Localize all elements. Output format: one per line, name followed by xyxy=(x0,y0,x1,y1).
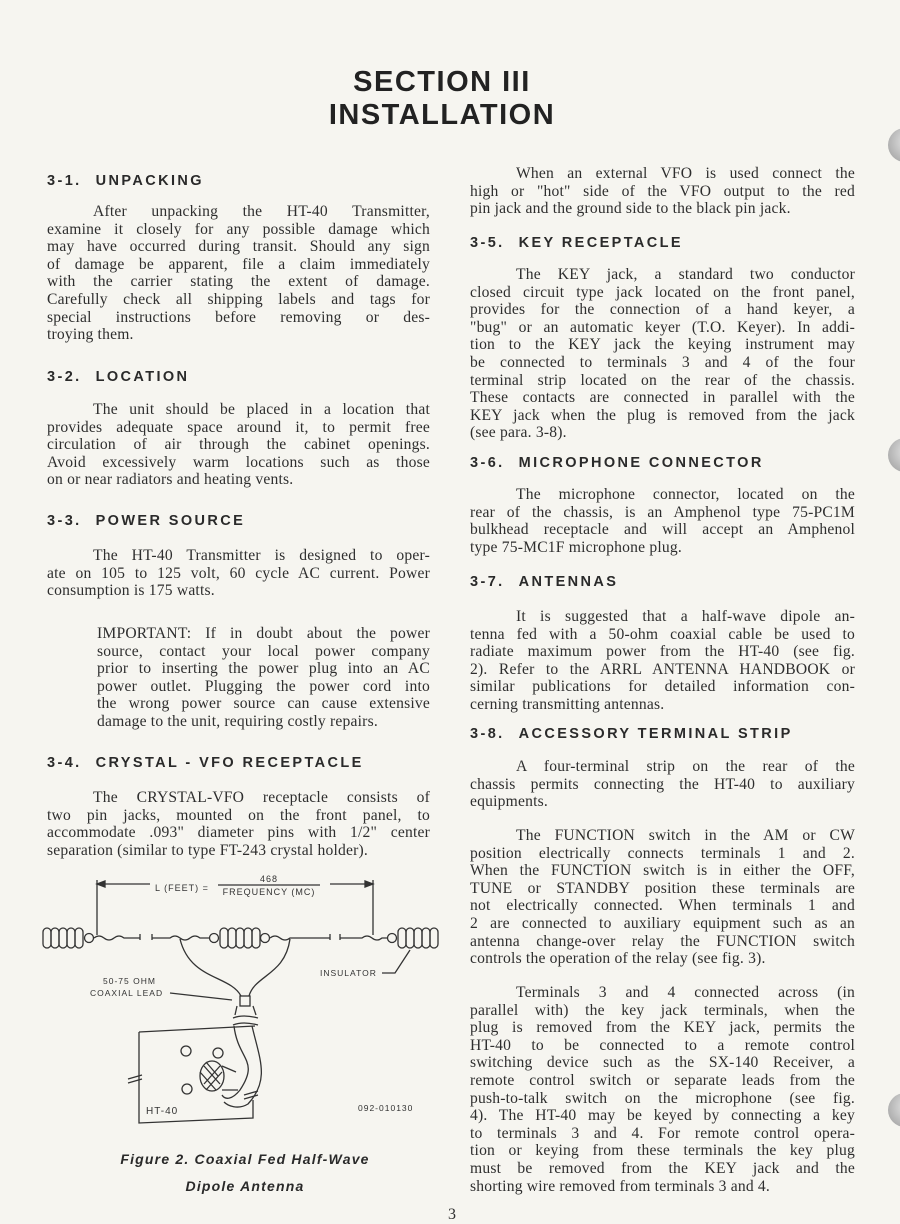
text-line: tion or keying from these terminals the key plug xyxy=(470,1142,855,1160)
insulator-center xyxy=(210,928,270,948)
insulator-left xyxy=(43,928,94,948)
text-line: prior to inserting the power plug into an AC xyxy=(97,660,430,678)
text-line: rear of the chassis, is an Amphenol type 75-PC1M xyxy=(470,503,855,521)
text-line: with the carrier stating the extent of damage. xyxy=(47,273,430,291)
text-line: separation (similar to type FT-243 crystal holder). xyxy=(47,841,368,859)
text-line: radiate maximum power from the HT-40 (see fig. xyxy=(470,643,855,661)
text-line: HT-40 to be connected to a remote control xyxy=(470,1036,855,1054)
length-label: L (FEET) = xyxy=(155,883,209,893)
text-line: The unit should be placed in a location that xyxy=(93,401,430,418)
text-line: parallel with) the key jack terminals, when the xyxy=(470,1001,855,1019)
text-line: plug is removed from the KEY jack, permits the xyxy=(470,1019,855,1037)
section-number: 3-1. xyxy=(47,173,82,189)
text-line: accommodate .093" diameter pins with 1/2" center xyxy=(47,824,430,842)
panel-label: HT-40 xyxy=(146,1106,179,1117)
text-line: examine it closely for any possible damage which xyxy=(47,220,430,238)
text-line: chassis permits connecting the HT-40 to auxiliary xyxy=(470,775,855,793)
section-title: POWER SOURCE xyxy=(95,513,246,529)
section-number: 3-5. xyxy=(470,235,505,251)
section-number: 3-6. xyxy=(470,455,505,471)
text-line: It is suggested that a half-wave dipole an- xyxy=(516,608,855,625)
text-line: KEY jack when the plug is removed from the jack xyxy=(470,406,855,424)
insulator-label: INSULATOR xyxy=(320,968,377,978)
section-title: ANTENNAS xyxy=(518,574,619,590)
text-line: terminal strip located on the rear of the chassis. xyxy=(470,371,855,389)
coax-label-lead: COAXIAL LEAD xyxy=(90,988,164,998)
page-title: INSTALLATION xyxy=(328,99,556,131)
text-line: power outlet. Plugging the power cord into xyxy=(97,677,430,695)
text-line: tenna fed with a 50-ohm coaxial cable be used to xyxy=(470,625,855,643)
text-line: Terminals 3 and 4 connected across (in xyxy=(516,984,855,1001)
text-line: be connected to terminals 3 and 4 of the four xyxy=(470,353,855,371)
text-line: equipments. xyxy=(470,793,548,811)
text-line: troying them. xyxy=(47,326,134,344)
text-line: position electrically connects terminals 1 and 2. xyxy=(470,844,855,862)
figure-caption-line-2: Dipole Antenna xyxy=(185,1178,305,1194)
text-line: When the FUNCTION switch is in either the OFF, xyxy=(470,862,855,880)
text-line: on or near radiators and heating vents. xyxy=(47,471,294,489)
text-line: source, contact your local power company xyxy=(97,642,430,660)
text-line: not electrically connected. When terminals 1 and xyxy=(470,897,855,915)
text-line: (see para. 3-8). xyxy=(470,424,567,442)
text-line: must be removed from the KEY jack and the xyxy=(470,1159,855,1177)
text-line: type 75-MC1F microphone plug. xyxy=(470,538,682,556)
text-line: consumption is 175 watts. xyxy=(47,582,215,600)
section-number: 3-2. xyxy=(47,369,82,385)
numerator-label: 468 xyxy=(259,874,279,884)
text-line: 2). Refer to the ARRL ANTENNA HANDBOOK or xyxy=(470,660,855,678)
text-line: push-to-talk switch on the microphone (see fig. xyxy=(470,1089,855,1107)
section-number: 3-4. xyxy=(47,755,82,771)
text-line: IMPORTANT: If in doubt about the power xyxy=(97,625,430,642)
text-line: These contacts are connected in parallel with the xyxy=(470,389,855,407)
text-line: high or "hot" side of the VFO output to the red xyxy=(470,182,855,200)
figure-caption-line-1: Figure 2. Coaxial Fed Half-Wave xyxy=(120,1151,370,1167)
text-line: After unpacking the HT-40 Transmitter, xyxy=(93,203,430,220)
section-title: LOCATION xyxy=(95,369,190,385)
text-line: controls the operation of the relay (see fig. 3). xyxy=(470,950,766,968)
text-line: When an external VFO is used connect the xyxy=(516,165,855,182)
coax-label-ohm: 50-75 OHM xyxy=(103,976,156,986)
text-line: switching device such as the SX-140 Receiver, a xyxy=(470,1054,855,1072)
text-line: shorting wire removed from terminals 3 and 4. xyxy=(470,1177,771,1195)
text-line: the wrong power source can cause extensive xyxy=(97,695,430,713)
text-line: A four-terminal strip on the rear of the xyxy=(516,758,855,775)
text-line: bulkhead receptacle and will accept an Amphenol xyxy=(470,521,855,539)
text-line: special instructions before removing or des- xyxy=(47,308,430,326)
text-line: The KEY jack, a standard two conductor xyxy=(516,266,855,283)
text-line: "bug" or an automatic keyer (T.O. Keyer). In addi- xyxy=(470,318,855,336)
text-line: remote control switch or separate leads from the xyxy=(470,1071,855,1089)
text-line: may have occurred during transit. Should any sign xyxy=(47,238,430,256)
text-line: cerning transmitting antennas. xyxy=(470,695,665,713)
text-line: Carefully check all shipping labels and tags for xyxy=(47,290,430,308)
text-line: The CRYSTAL-VFO receptacle consists of xyxy=(93,789,430,806)
section-label: SECTION III xyxy=(353,66,531,98)
section-number: 3-8. xyxy=(470,726,505,742)
section-number: 3-7. xyxy=(470,574,505,590)
antenna-wire xyxy=(94,934,387,996)
text-line: TUNE or STANDBY position these terminals are xyxy=(470,879,855,897)
insulator-right xyxy=(388,928,439,948)
text-line: two pin jacks, mounted on the front panel, to xyxy=(47,806,430,824)
section-title: UNPACKING xyxy=(95,173,204,189)
text-line: ate on 105 to 125 volt, 60 cycle AC current. Power xyxy=(47,564,430,582)
section-number: 3-3. xyxy=(47,513,82,529)
denominator-label: FREQUENCY (MC) xyxy=(222,887,316,897)
text-line: damage to the unit, requiring costly repairs. xyxy=(97,712,378,730)
text-line: antenna change-over relay the FUNCTION switch xyxy=(470,932,855,950)
drawing-number: 092-010130 xyxy=(358,1103,414,1113)
insulator-pointer xyxy=(382,950,410,973)
text-line: similar publications for detailed information con- xyxy=(470,678,855,696)
text-line: closed circuit type jack located on the front panel, xyxy=(470,283,855,301)
coax-pointer xyxy=(170,993,232,1000)
text-line: 4). The HT-40 may be keyed by connecting a key xyxy=(470,1107,855,1125)
section-title: ACCESSORY TERMINAL STRIP xyxy=(518,726,793,742)
text-line: circulation of air through the cabinet openings. xyxy=(47,436,430,454)
text-line: The FUNCTION switch in the AM or CW xyxy=(516,827,855,844)
text-line: to terminals 3 and 4. For remote control opera- xyxy=(470,1124,855,1142)
text-line: 2 are connected to auxiliary equipment such as an xyxy=(470,914,855,932)
section-title: KEY RECEPTACLE xyxy=(518,235,683,251)
text-line: The HT-40 Transmitter is designed to oper- xyxy=(93,547,430,564)
text-line: of damage be apparent, file a claim immediately xyxy=(47,255,430,273)
text-line: pin jack and the ground side to the black pin jack. xyxy=(470,200,791,218)
text-line: Avoid excessively warm locations such as those xyxy=(47,453,430,471)
text-line: tion to the KEY jack the keying instrument may xyxy=(470,336,855,354)
text-line: provides adequate space around it, to permit free xyxy=(47,418,430,436)
text-line: The microphone connector, located on the xyxy=(516,486,855,503)
section-title: CRYSTAL - VFO RECEPTACLE xyxy=(95,755,364,771)
section-title: MICROPHONE CONNECTOR xyxy=(518,455,764,471)
text-line: provides for the connection of a hand keyer, a xyxy=(470,301,855,319)
page-number: 3 xyxy=(448,1206,456,1223)
